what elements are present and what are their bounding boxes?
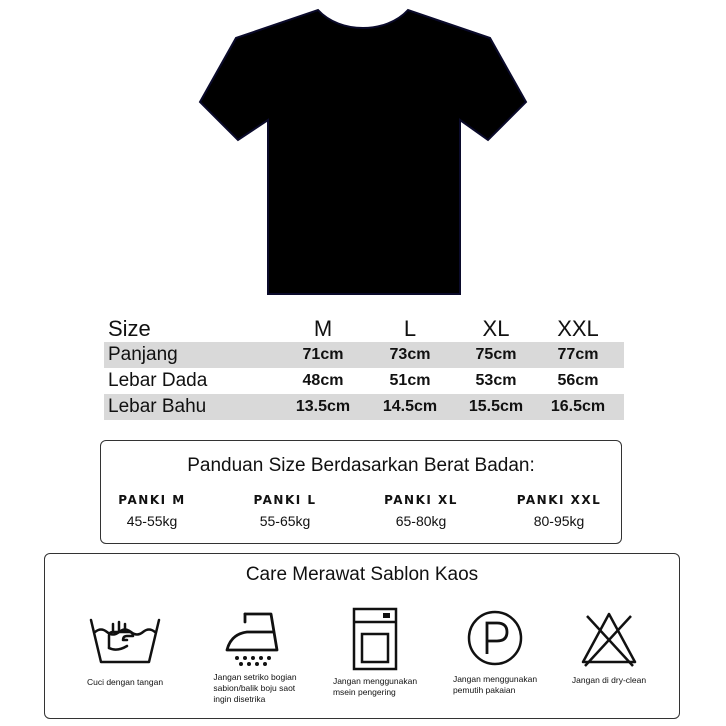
weight-item	[494, 493, 624, 529]
weight-item-range: 45-55kg	[126, 513, 178, 529]
size-l: L	[403, 316, 417, 341]
row-label: Lebar Bahu	[108, 396, 207, 417]
weight-item	[356, 493, 486, 529]
table-cell: 48cm	[302, 372, 344, 389]
tshirt-image	[190, 8, 536, 296]
weight-item-range: 80-95kg	[533, 513, 585, 529]
table-cell: 73cm	[389, 346, 431, 363]
size-xxl: XXL	[557, 316, 599, 341]
care-caption: Jangan di dry-clean	[571, 675, 647, 685]
care-caption: Cuci dengan tangan	[86, 677, 164, 687]
table-cell: 14.5cm	[382, 398, 438, 415]
table-cell: 53cm	[475, 372, 517, 389]
hand-wash-icon	[87, 606, 163, 672]
size-header-row	[104, 314, 624, 342]
size-xl: XL	[482, 316, 510, 341]
no-dry-clean-icon	[577, 606, 641, 670]
weight-guide-box	[100, 440, 622, 544]
row-label: Lebar Dada	[108, 370, 208, 391]
row-label: Panjang	[108, 344, 178, 365]
row-lebar-dada	[104, 368, 624, 394]
size-header-label: Size	[108, 316, 151, 341]
care-title: Care Merawat Sablon Kaos	[245, 564, 479, 585]
table-cell: 13.5cm	[295, 398, 351, 415]
weight-item-name: PANKI XXL	[516, 493, 602, 507]
weight-item	[87, 493, 217, 529]
row-lebar-bahu	[104, 394, 624, 420]
care-item	[551, 606, 667, 688]
size-m: M	[313, 316, 333, 341]
table-cell: 16.5cm	[550, 398, 606, 415]
table-cell: 15.5cm	[468, 398, 524, 415]
dryer-icon	[349, 606, 401, 672]
weight-item-name: PANKI XL	[384, 493, 458, 507]
care-item	[197, 606, 313, 707]
weight-item-range: 55-65kg	[259, 513, 311, 529]
table-cell: 71cm	[302, 346, 344, 363]
table-cell: 51cm	[389, 372, 431, 389]
care-caption: Jangan menggunakan pemutih pakaian	[452, 674, 538, 695]
care-box	[44, 553, 680, 719]
weight-guide-title: Panduan Size Berdasarkan Berat Badan:	[187, 455, 535, 476]
care-item	[437, 606, 553, 698]
table-cell: 56cm	[557, 372, 599, 389]
care-caption: Jangan setriko bogian sabion/balik boju saot ingin disetrika	[213, 672, 297, 704]
row-panjang	[104, 342, 624, 368]
care-item	[317, 606, 433, 700]
weight-item	[220, 493, 350, 529]
no-bleach-icon	[463, 606, 527, 670]
table-cell: 77cm	[557, 346, 599, 363]
iron-icon	[223, 606, 287, 668]
table-cell: 75cm	[475, 346, 517, 363]
care-caption: Jangan menggunakan msein pengering	[332, 676, 418, 697]
weight-item-name: PANKI L	[253, 493, 317, 507]
weight-item-name: PANKI M	[118, 493, 186, 507]
weight-item-range: 65-80kg	[395, 513, 447, 529]
care-item	[67, 606, 183, 690]
size-chart	[104, 314, 624, 420]
